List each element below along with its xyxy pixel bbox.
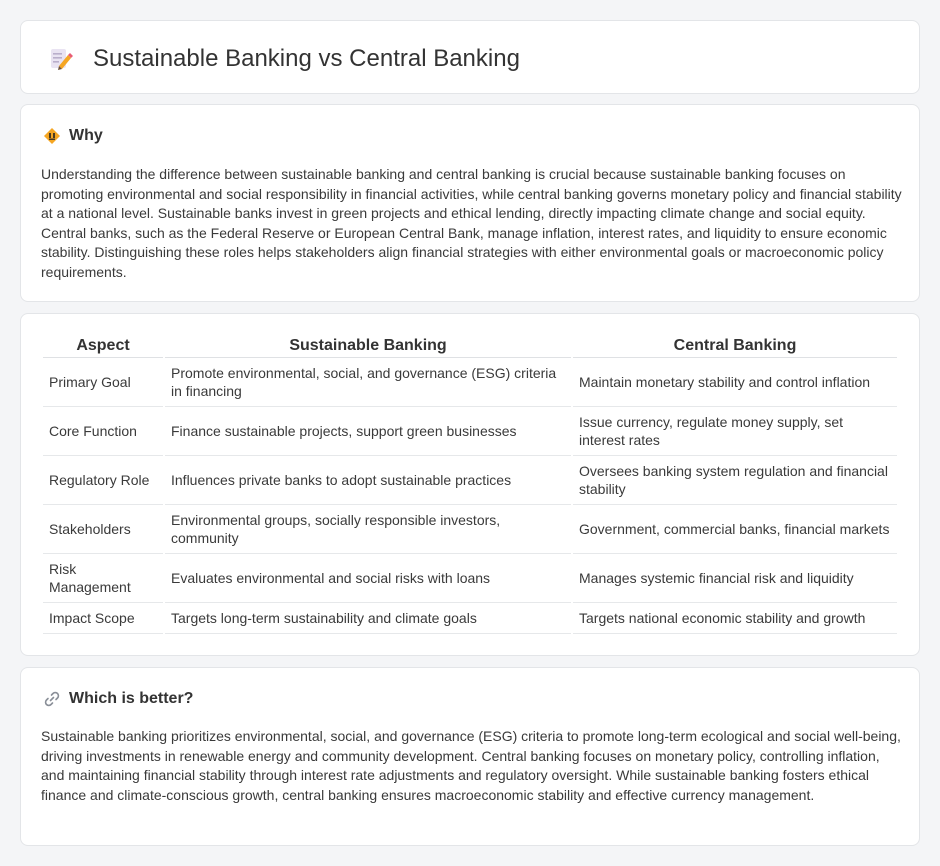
cell-central: Manages systemic financial risk and liquidity — [573, 554, 897, 603]
cell-aspect: Risk Management — [43, 554, 163, 603]
cell-sustainable: Finance sustainable projects, support green businesses — [165, 407, 571, 456]
cell-aspect: Impact Scope — [43, 603, 163, 634]
header-aspect: Aspect — [43, 334, 163, 358]
title-row — [47, 45, 520, 73]
cell-central: Maintain monetary stability and control inflation — [573, 358, 897, 407]
cell-sustainable: Targets long-term sustainability and climate goals — [165, 603, 571, 634]
better-text: Sustainable banking prioritizes environmental, social, and governance (ESG) criteria to promote long-term ecological and social well-being, driving investments in renewable energy and community development. Central banking focuses on monetary policy, controlling inflation, and maintaining financial stability through interest rate adjustments and regulatory oversight. While sustainable banking fosters ethical finance and climate-conscious growth, central banking ensures macroeconomic stability and effective currency management. — [41, 728, 901, 803]
cell-central: Government, commercial banks, financial markets — [573, 505, 897, 554]
cell-aspect: Core Function — [43, 407, 163, 456]
cell-central: Oversees banking system regulation and financial stability — [573, 456, 897, 505]
table-row — [43, 456, 897, 505]
cell-sustainable: Influences private banks to adopt sustainable practices — [165, 456, 571, 505]
comparison-table — [41, 334, 899, 634]
better-heading — [43, 690, 193, 708]
table-row — [43, 358, 897, 407]
cell-aspect: Primary Goal — [43, 358, 163, 407]
header-central-banking: Central Banking — [573, 334, 897, 358]
table-header-row — [43, 334, 897, 358]
cell-aspect: Regulatory Role — [43, 456, 163, 505]
table-row — [43, 554, 897, 603]
cell-sustainable: Environmental groups, socially responsible investors, community — [165, 505, 571, 554]
why-heading — [43, 127, 103, 145]
why-section — [20, 104, 920, 302]
cell-sustainable: Evaluates environmental and social risks with loans — [165, 554, 571, 603]
comparison-section — [20, 313, 920, 656]
cell-central: Issue currency, regulate money supply, set interest rates — [573, 407, 897, 456]
table-row — [43, 603, 897, 634]
header-sustainable-banking: Sustainable Banking — [165, 334, 571, 358]
table-row — [43, 407, 897, 456]
which-is-better-section — [20, 667, 920, 846]
document-pencil-icon — [47, 46, 73, 72]
page-title: Sustainable Banking vs Central Banking — [93, 45, 520, 72]
header-card — [20, 20, 920, 94]
diamond-warning-icon — [43, 127, 61, 145]
cell-central: Targets national economic stability and growth — [573, 603, 897, 634]
link-icon — [43, 690, 61, 708]
cell-sustainable: Promote environmental, social, and governance (ESG) criteria in financing — [165, 358, 571, 407]
better-title: Which is better? — [69, 690, 194, 707]
table-row — [43, 505, 897, 554]
why-title: Why — [69, 127, 103, 144]
cell-aspect: Stakeholders — [43, 505, 163, 554]
why-text: Understanding the difference between sustainable banking and central banking is crucial because sustainable banking focuses on promoting environmental and social responsibility in financial activities, while central banking governs monetary policy and financial stability at a national level. Sustainable banks invest in green projects and ethical lending, directly impacting climate change and social equity. Central banks, such as the Federal Reserve or European Central Bank, manage inflation, interest rates, and liquidity to ensure economic stability. Distinguishing these roles helps stakeholders align financial strategies with either environmental goals or macroeconomic policy requirements. — [41, 166, 902, 280]
